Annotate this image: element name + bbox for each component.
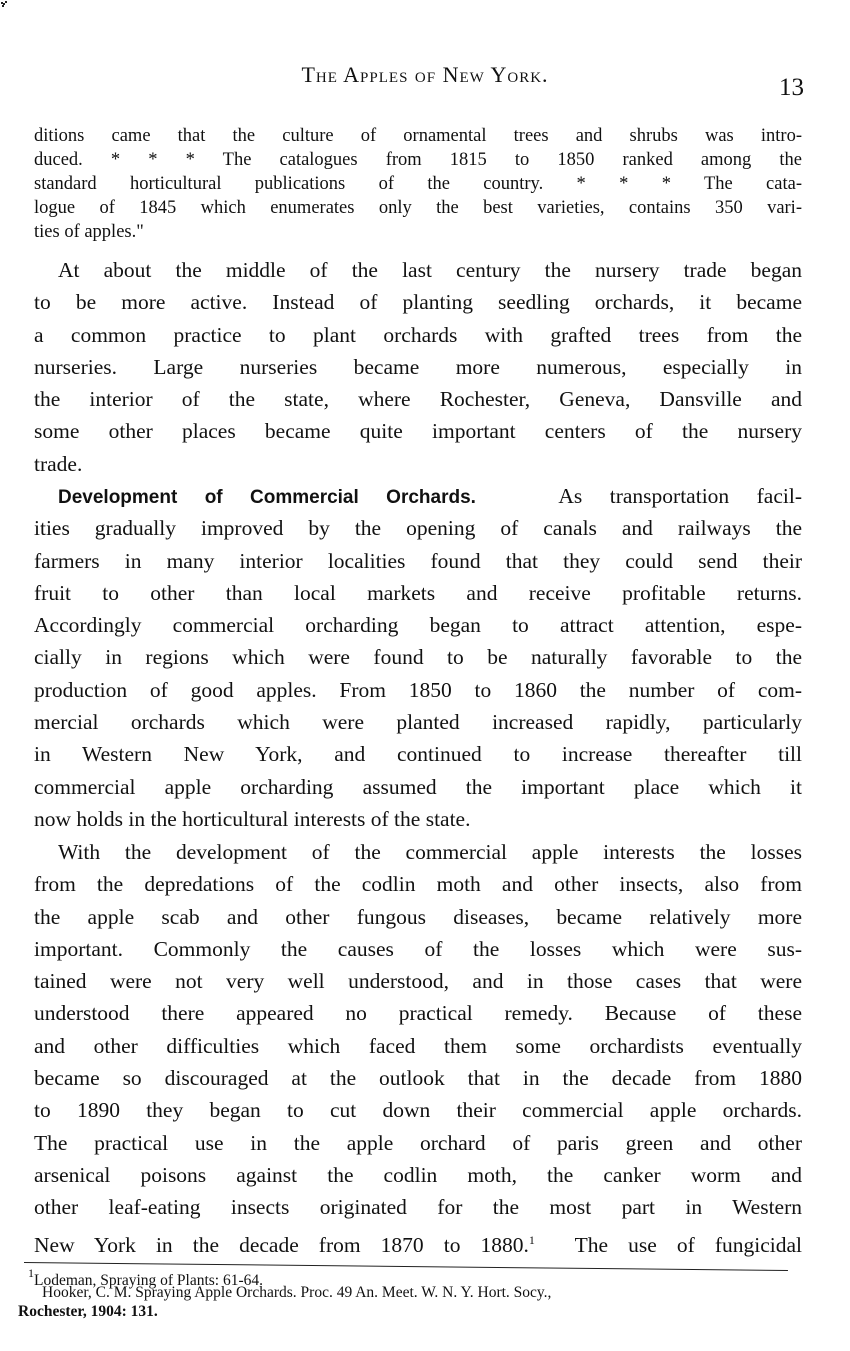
text-line: to be more active. Instead of planting seedling orchards, it became bbox=[34, 290, 802, 315]
text-line: the apple scab and other fungous diseases, became relatively more bbox=[34, 904, 802, 929]
text-fragment: As transportation facil- bbox=[558, 484, 802, 508]
text-line: a common practice to plant orchards with grafted trees from the bbox=[34, 322, 802, 347]
text-fragment: The use of fungicidal bbox=[534, 1232, 802, 1257]
text-line: At about the middle of the last century the nursery trade began bbox=[58, 258, 802, 282]
section-heading: Development of Commercial Orchards. bbox=[58, 487, 476, 508]
page-header bbox=[0, 62, 850, 101]
text-line: became so discouraged at the outlook that in the decade from 1880 bbox=[34, 1066, 802, 1091]
text-line: the interior of the state, where Rochester, Geneva, Dansville and bbox=[34, 387, 802, 412]
text-line: commercial apple orcharding assumed the important place which it bbox=[34, 774, 802, 799]
scan-artifact bbox=[0, 0, 8, 8]
text-line: from the depredations of the codlin moth and other insects, also from bbox=[34, 872, 802, 897]
text-line: duced. * * * The catalogues from 1815 to 1850 ranked among the bbox=[34, 150, 802, 170]
text-line bbox=[34, 480, 802, 512]
text-line: ties of apples." bbox=[34, 222, 144, 242]
text-line: With the development of the commercial apple interests the losses bbox=[58, 840, 802, 864]
text-fragment: New York in the decade from 1870 to 1880. bbox=[34, 1232, 529, 1257]
footnote-text: Rochester, 1904: 131. bbox=[18, 1303, 158, 1320]
text-line: now holds in the horticultural interests of the state. bbox=[34, 806, 471, 831]
section-commercial-orchards bbox=[34, 480, 802, 835]
text-line: ditions came that the culture of ornamental trees and shrubs was intro- bbox=[34, 126, 802, 146]
footnote-text: Hooker, C. M. Spraying Apple Orchards. Proc. 49 An. Meet. W. N. Y. Hort. Socy., bbox=[42, 1284, 552, 1301]
text-line: other leaf-eating insects originated for the most part in Western bbox=[34, 1195, 802, 1220]
footnotes bbox=[18, 1264, 798, 1321]
text-line: important. Commonly the causes of the losses which were sus- bbox=[34, 936, 802, 961]
text-line: cially in regions which were found to be naturally favorable to the bbox=[34, 645, 802, 670]
text-line: understood there appeared no practical remedy. Because of these bbox=[34, 1001, 802, 1026]
paragraph-nursery-trade bbox=[34, 254, 802, 480]
text-line: in Western New York, and continued to increase thereafter till bbox=[34, 742, 802, 767]
text-line: to 1890 they began to cut down their commercial apple orchards. bbox=[34, 1098, 802, 1123]
running-title: The Apples of New York. bbox=[301, 62, 549, 87]
text-line: fruit to other than local markets and receive profitable returns. bbox=[34, 580, 802, 605]
text-line: mercial orchards which were planted increased rapidly, particularly bbox=[34, 710, 802, 735]
text-line: standard horticultural publications of the country. * * * The cata- bbox=[34, 174, 802, 194]
footnote-marker: 1 bbox=[28, 1266, 34, 1280]
text-line: Accordingly commercial orcharding began to attract attention, espe- bbox=[34, 613, 802, 638]
text-line: production of good apples. From 1850 to 1860 the number of com- bbox=[34, 677, 802, 702]
quote-continuation bbox=[34, 124, 802, 244]
text-line: some other places became quite important centers of the nursery bbox=[34, 419, 802, 444]
text-line: ities gradually improved by the opening of canals and railways the bbox=[34, 516, 802, 541]
text-line: The practical use in the apple orchard of paris green and other bbox=[34, 1130, 802, 1155]
footnote-1 bbox=[18, 1264, 798, 1289]
page-number: 13 bbox=[779, 74, 804, 101]
text-line: farmers in many interior localities found that they could send their bbox=[34, 548, 802, 573]
text-line: trade. bbox=[34, 451, 83, 476]
footnote-reference[interactable]: 1 bbox=[528, 1232, 535, 1247]
text-line: arsenical poisons against the codlin moth, the canker worm and bbox=[34, 1162, 802, 1187]
text-line bbox=[34, 1224, 802, 1256]
text-line: logue of 1845 which enumerates only the best varieties, contains 350 vari- bbox=[34, 198, 802, 218]
text-line: and other difficulties which faced them some orchardists eventually bbox=[34, 1033, 802, 1058]
text-line: tained were not very well understood, and in those cases that were bbox=[34, 969, 802, 994]
paragraph-losses bbox=[34, 836, 802, 1256]
text-line: nurseries. Large nurseries became more numerous, especially in bbox=[34, 354, 802, 379]
footnote-text: Lodeman, Spraying of Plants: 61-64. bbox=[34, 1272, 264, 1289]
